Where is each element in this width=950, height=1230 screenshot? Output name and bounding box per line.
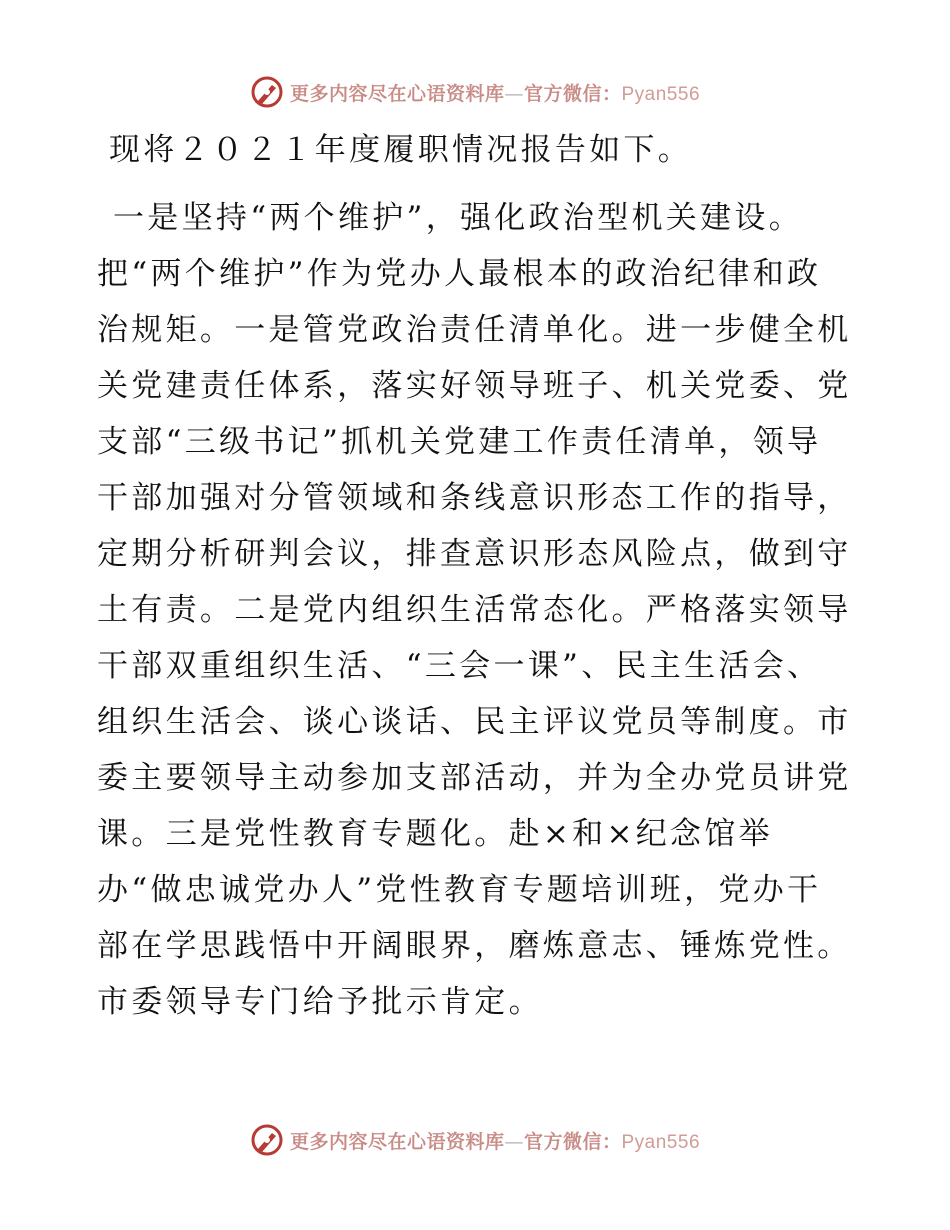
text-line: 办“做忠诚党办人”党性教育专题培训班，党办干 xyxy=(97,872,822,908)
text-line: 一是坚持“两个维护”，强化政治型机关建设。 xyxy=(113,200,803,236)
watermark-brand: 更多内容尽在心语资料库 xyxy=(289,1130,505,1153)
watermark-brand: 更多内容尽在心语资料库 xyxy=(289,82,505,105)
watermark-wechat-label: 官方微信： xyxy=(523,1130,622,1153)
watermark-text xyxy=(290,1127,700,1154)
text-line: 土有责。二是党内组织生活常态化。严格落实领导 xyxy=(97,592,852,628)
pen-logo-icon xyxy=(250,75,284,109)
text-line: 部在学思践悟中开阔眼界，磨炼意志、锤炼党性。 xyxy=(97,928,852,964)
text-line: 市委领导专门给予批示肯定。 xyxy=(97,984,543,1020)
text-line: 现将２０２１年度履职情况报告如下。 xyxy=(109,132,693,168)
watermark-wechat-id: Pyan556 xyxy=(621,1131,701,1153)
text-line: 课。三是党性教育专题化。赴×和×纪念馆举 xyxy=(97,816,773,852)
watermark-text xyxy=(290,79,700,106)
watermark-wechat-id: Pyan556 xyxy=(621,83,701,105)
text-line: 把“两个维护”作为党办人最根本的政治纪律和政 xyxy=(97,256,822,292)
watermark-wechat-label: 官方微信： xyxy=(523,82,622,105)
watermark-separator: — xyxy=(504,1130,524,1153)
text-line: 定期分析研判会议，排查意识形态风险点，做到守 xyxy=(97,536,852,572)
footer-watermark xyxy=(0,1120,950,1160)
text-line: 支部“三级书记”抓机关党建工作责任清单，领导 xyxy=(97,424,822,460)
text-line: 委主要领导主动参加支部活动，并为全办党员讲党 xyxy=(97,760,852,796)
text-line: 干部双重组织生活、“三会一课”、民主生活会、 xyxy=(97,648,822,684)
pen-logo-icon xyxy=(250,1123,284,1157)
text-line: 干部加强对分管领域和条线意识形态工作的指导， xyxy=(97,480,852,516)
document-body xyxy=(97,122,857,1030)
header-watermark xyxy=(0,72,950,112)
text-line: 关党建责任体系，落实好领导班子、机关党委、党 xyxy=(97,368,852,404)
text-line: 组织生活会、谈心谈话、民主评议党员等制度。市 xyxy=(97,704,852,740)
text-line: 治规矩。一是管党政治责任清单化。进一步健全机 xyxy=(97,312,852,348)
watermark-separator: — xyxy=(504,82,524,105)
